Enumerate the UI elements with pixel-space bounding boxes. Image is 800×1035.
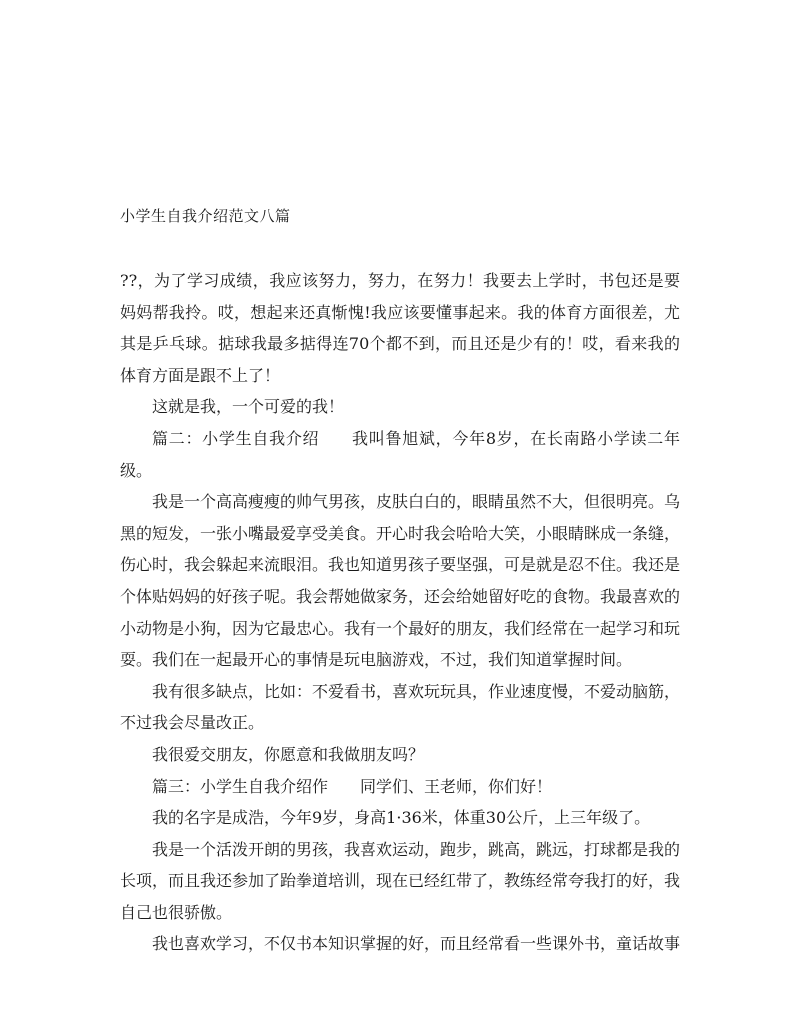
document-body (120, 265, 680, 960)
paragraph: 我是一个高高瘦瘦的帅气男孩，皮肤白白的，眼睛虽然不大，但很明亮。乌黑的短发，一张小嘴最爱享受美食。开心时我会哈哈大笑，小眼睛眯成一条缝，伤心时，我会躲起来流眼泪。我也知道男孩子要坚强，可是就是忍不住。我还是个体贴妈妈的好孩子呢。我会帮她做家务，还会给她留好吃的食物。我最喜欢的小动物是小狗，因为它最忠心。我有一个最好的朋友，我们经常在一起学习和玩耍。我们在一起最开心的事情是玩电脑游戏，不过，我们知道掌握时间。 (120, 492, 681, 670)
section-heading-paragraph (120, 423, 680, 486)
section-first-line: 我叫鲁旭斌，今年8岁，在长南路小学读二年级。 (120, 428, 680, 480)
paragraph: 我的名字是成浩，今年9岁，身高1·36米，体重30公斤，上三年级了。 (152, 808, 651, 828)
section-heading-paragraph (120, 771, 680, 803)
paragraph: 我有很多缺点，比如：不爱看书，喜欢玩玩具，作业速度慢，不爱动脑筋，不过我会尽量改正。 (120, 681, 681, 733)
paragraph: 我是一个活泼开朗的男孩，我喜欢运动，跑步，跳高，跳远，打球都是我的长项，而且我还参加了跆拳道培训，现在已经红带了，教练经常夸我打的好，我自己也很骄傲。 (120, 839, 681, 922)
section-heading: 篇二：小学生自我介绍 (152, 428, 320, 448)
paragraph: 我也喜欢学习，不仅书本知识掌握的好，而且经常看一些课外书，童话故事 (152, 934, 681, 954)
section-heading: 篇三：小学生自我介绍作 (152, 776, 329, 796)
paragraph: 这就是我，一个可爱的我！ (152, 397, 345, 417)
paragraph: ??，为了学习成绩，我应该努力，努力，在努力！我要去上学时，书包还是要妈妈帮我拎。哎，想起来还真惭愧!我应该要懂事起来。我的体育方面很差，尤其是乒乓球。掂球我最多掂得连70个都不到，而且还是少有的！哎，看来我的体育方面是跟不上了！ (120, 271, 680, 385)
document-title: 小学生自我介绍范文八篇 (120, 207, 291, 225)
paragraph: 我很爱交朋友，你愿意和我做朋友吗？ (152, 744, 425, 764)
section-first-line: 同学们、王老师，你们好！ (360, 776, 553, 796)
